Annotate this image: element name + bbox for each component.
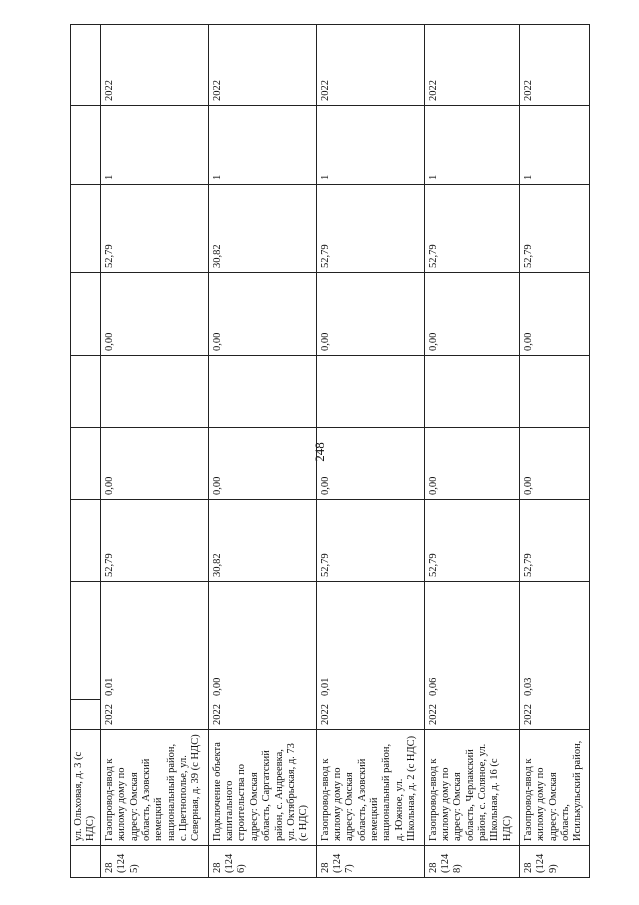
- year-value-pair: [320, 586, 332, 725]
- row-number: 28: [319, 862, 331, 873]
- cell-name: Газопровод-ввод к жилому дому по адресу: Омская область, Черлакский район, с. Соляное, ул. Школьная, д. 16 (с НДС): [424, 730, 519, 846]
- row-subnumber: (1246): [224, 853, 248, 873]
- table-row-continuation: [71, 25, 101, 878]
- cell-i: 2022: [100, 25, 208, 106]
- cell-num: [71, 846, 101, 878]
- row-subnumber: (1247): [331, 853, 356, 873]
- cell-g: 1: [208, 106, 316, 185]
- cell-e: 0,00: [316, 273, 424, 356]
- year-value-pair: [104, 586, 116, 725]
- cell-year-values: [208, 582, 316, 730]
- cell-num: [519, 846, 589, 878]
- cell-b: 52,79: [519, 500, 589, 582]
- row-number: 28: [211, 862, 223, 873]
- table-row: [100, 25, 208, 878]
- cell-e: [71, 273, 101, 356]
- cell-name: Газопровод-ввод к жилому дому по адресу: Омская область, Азовский немецкий национальный район, с. Цветнополье, ул. Северная, д. 39 (с НДС): [100, 730, 208, 846]
- cell-i: 2022: [424, 25, 519, 106]
- cell-f: 52,79: [424, 185, 519, 273]
- cell-year-values: [316, 582, 424, 730]
- row-value-a: 0,01: [103, 677, 115, 696]
- row-subnumber: (1245): [116, 853, 140, 873]
- cell-c: 0,00: [316, 428, 424, 500]
- cell-e: 0,00: [208, 273, 316, 356]
- cell-year-values: [100, 582, 208, 730]
- row-year: 2022: [522, 704, 534, 725]
- cell-f: 52,79: [100, 185, 208, 273]
- cell-d: [519, 356, 589, 428]
- cell-d: [208, 356, 316, 428]
- row-number: 28: [427, 862, 439, 873]
- cell-f: [71, 185, 101, 273]
- year-value-pair: [212, 586, 224, 725]
- cell-year-values: [519, 582, 589, 730]
- cell-h: [71, 25, 101, 106]
- year-value-pair: [428, 586, 440, 725]
- table-body: [71, 25, 590, 878]
- cell-d: [100, 356, 208, 428]
- row-value-a: 0,06: [427, 677, 439, 696]
- table-row: [424, 25, 519, 878]
- cell-f: 30,82: [208, 185, 316, 273]
- cell-g: 1: [519, 106, 589, 185]
- cell-d: [71, 356, 101, 428]
- cell-i: 2022: [316, 25, 424, 106]
- row-value-a: 0,01: [319, 677, 331, 696]
- rotated-table-area: [70, 25, 590, 878]
- cell-g: 1: [424, 106, 519, 185]
- cell-b: [71, 500, 101, 582]
- cell-g: 1: [316, 106, 424, 185]
- cell-i: 2022: [519, 25, 589, 106]
- table-row: [208, 25, 316, 878]
- cell-g: 1: [100, 106, 208, 185]
- cell-year: [71, 700, 101, 730]
- cell-name: ул. Ольховая, д. 3 (с НДС): [71, 730, 101, 846]
- cell-b: 30,82: [208, 500, 316, 582]
- row-value-a: 0,00: [211, 677, 223, 696]
- cell-c: 0,00: [208, 428, 316, 500]
- row-value-a: 0,03: [522, 677, 534, 696]
- cell-name: Газопровод-ввод к жилому дому по адресу: Омская область, Азовский немецкий национальный район, д. Южное, ул. Школьная, д. 2 (с НДС): [316, 730, 424, 846]
- row-year: 2022: [427, 704, 439, 725]
- cell-num: [316, 846, 424, 878]
- cell-b: 52,79: [316, 500, 424, 582]
- cell-c: 0,00: [519, 428, 589, 500]
- row-year: 2022: [319, 704, 331, 725]
- cell-e: 0,00: [424, 273, 519, 356]
- cell-num: [100, 846, 208, 878]
- table-wrapper: [70, 25, 590, 878]
- cell-c: [71, 428, 101, 500]
- investment-table: [70, 24, 590, 878]
- row-subnumber: (1249): [535, 853, 559, 873]
- cell-a: [71, 582, 101, 700]
- cell-e: 0,00: [100, 273, 208, 356]
- row-year: 2022: [103, 704, 115, 725]
- cell-c: 0,00: [100, 428, 208, 500]
- cell-d: [316, 356, 424, 428]
- page-number: 248: [311, 442, 327, 462]
- cell-g: [71, 106, 101, 185]
- cell-num: [424, 846, 519, 878]
- table-row: [316, 25, 424, 878]
- cell-e: 0,00: [519, 273, 589, 356]
- row-year: 2022: [211, 704, 223, 725]
- cell-name: Подключение объекта капитального строительства по адресу: Омская область, Саргатский район, с. Андреевка, ул. Октябрьская, д. 73 (с НДС): [208, 730, 316, 846]
- year-value-pair: [523, 586, 535, 725]
- cell-year-values: [424, 582, 519, 730]
- table-row: [519, 25, 589, 878]
- cell-b: 52,79: [100, 500, 208, 582]
- row-number: 28: [103, 862, 115, 873]
- cell-num: [208, 846, 316, 878]
- row-subnumber: (1248): [439, 853, 464, 873]
- cell-c: 0,00: [424, 428, 519, 500]
- row-number: 28: [522, 862, 534, 873]
- cell-i: 2022: [208, 25, 316, 106]
- cell-name: Газопровод-ввод к жилому дому по адресу: Омская область, Исилькульский район,: [519, 730, 589, 846]
- cell-f: 52,79: [519, 185, 589, 273]
- cell-d: [424, 356, 519, 428]
- cell-f: 52,79: [316, 185, 424, 273]
- cell-b: 52,79: [424, 500, 519, 582]
